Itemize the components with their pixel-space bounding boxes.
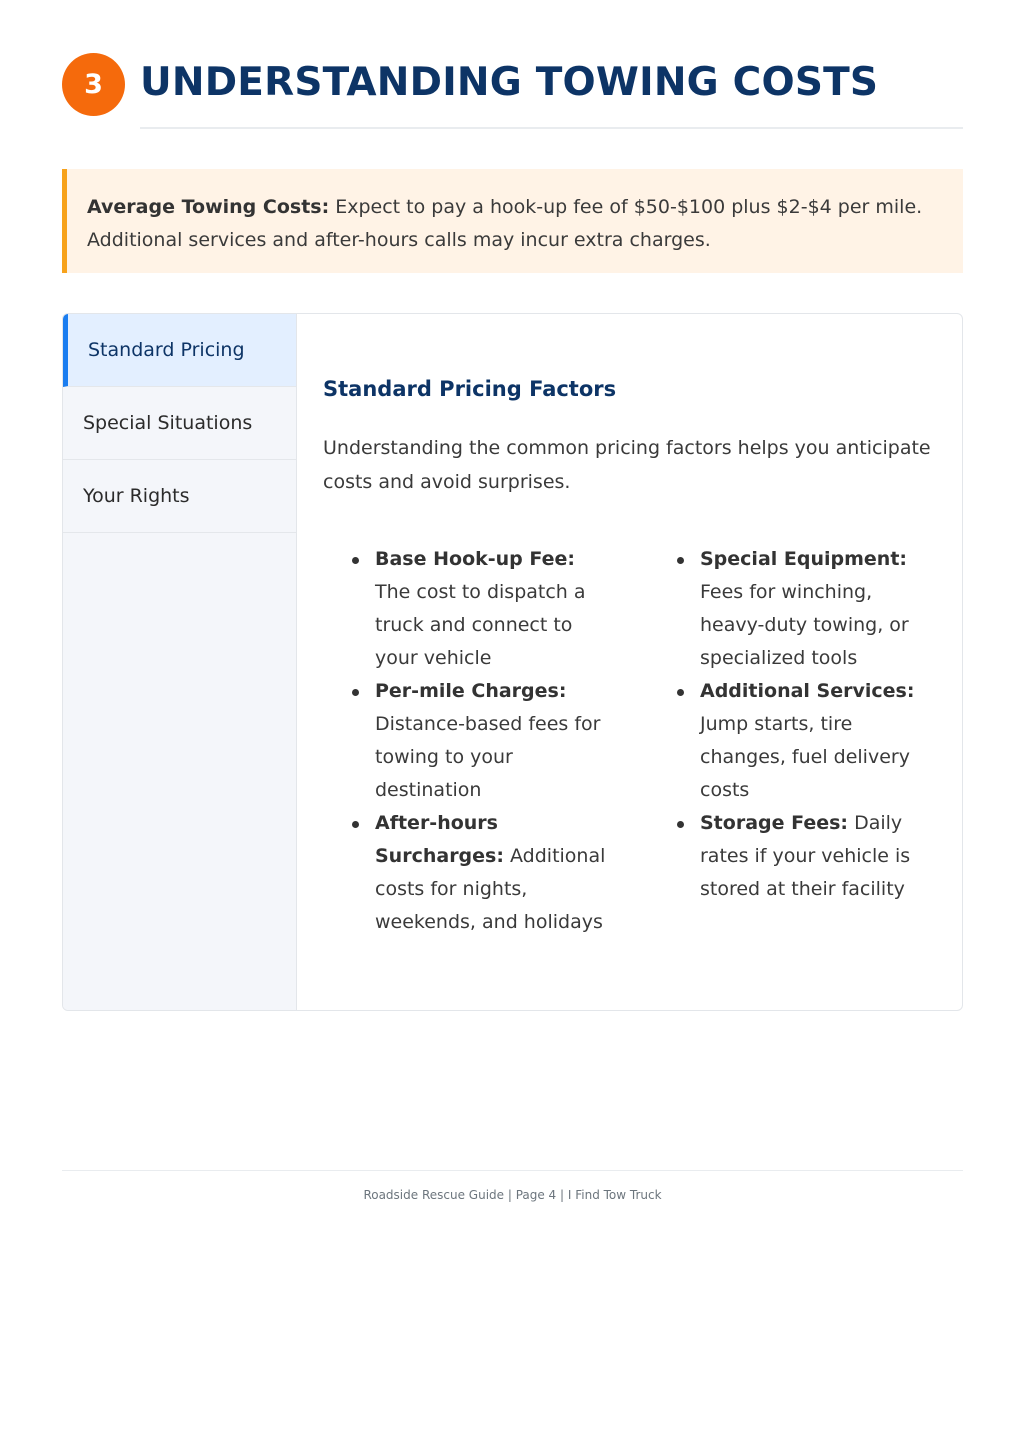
factor-description: Additional costs for nights, weekends, and holidays [375, 845, 606, 933]
footer-divider [62, 1170, 963, 1171]
tab-nav [63, 314, 297, 1010]
factor-name: Base Hook-up Fee: [375, 548, 575, 570]
factor-list-right [674, 543, 939, 906]
tab-panel-standard-pricing [323, 314, 934, 1010]
list-item [349, 543, 611, 675]
tab-standard-pricing[interactable] [63, 314, 296, 387]
panel-title: Standard Pricing Factors [323, 377, 617, 401]
factor-name: Storage Fees: [700, 812, 849, 834]
callout-label: Average Towing Costs: [87, 196, 330, 218]
factor-description: Distance-based fees for towing to your destination [375, 713, 601, 801]
tab-label: Your Rights [83, 485, 190, 507]
tab-your-rights[interactable] [63, 460, 296, 533]
factor-description: Jump starts, tire changes, fuel delivery costs [700, 713, 910, 801]
factor-description: Daily rates if your vehicle is stored at their facility [700, 812, 911, 900]
header-divider [140, 127, 963, 129]
average-costs-callout [62, 169, 963, 273]
panel-intro: Understanding the common pricing factors helps you anticipate costs and avoid surprises. [323, 437, 931, 493]
tab-label: Standard Pricing [88, 339, 245, 361]
callout-text: Expect to pay a hook-up fee of $50-$100 plus $2-$4 per mile. Additional services and after-hours calls may incur extra charges. [87, 196, 923, 251]
tab-special-situations[interactable] [63, 387, 296, 460]
list-item [349, 675, 611, 807]
list-item [674, 807, 939, 906]
factor-name: Special Equipment: [700, 548, 908, 570]
section-header [62, 50, 963, 130]
page-footer: Roadside Rescue Guide | Page 4 | I Find Tow Truck [363, 1188, 662, 1202]
factor-name: Per-mile Charges: [375, 680, 567, 702]
factor-description: Fees for winching, heavy-duty towing, or specialized tools [700, 581, 909, 669]
pricing-tabs [62, 313, 963, 1011]
factor-name: Additional Services: [700, 680, 915, 702]
factor-description: The cost to dispatch a truck and connect to your vehicle [375, 581, 586, 669]
list-item [674, 675, 939, 807]
factor-name: After-hours Surcharges: [375, 812, 504, 867]
section-title: UNDERSTANDING TOWING COSTS [140, 60, 879, 105]
tab-label: Special Situations [83, 412, 253, 434]
list-item [674, 543, 939, 675]
section-number-badge: 3 [62, 53, 125, 116]
list-item [349, 807, 611, 939]
factor-list-left [349, 543, 611, 939]
